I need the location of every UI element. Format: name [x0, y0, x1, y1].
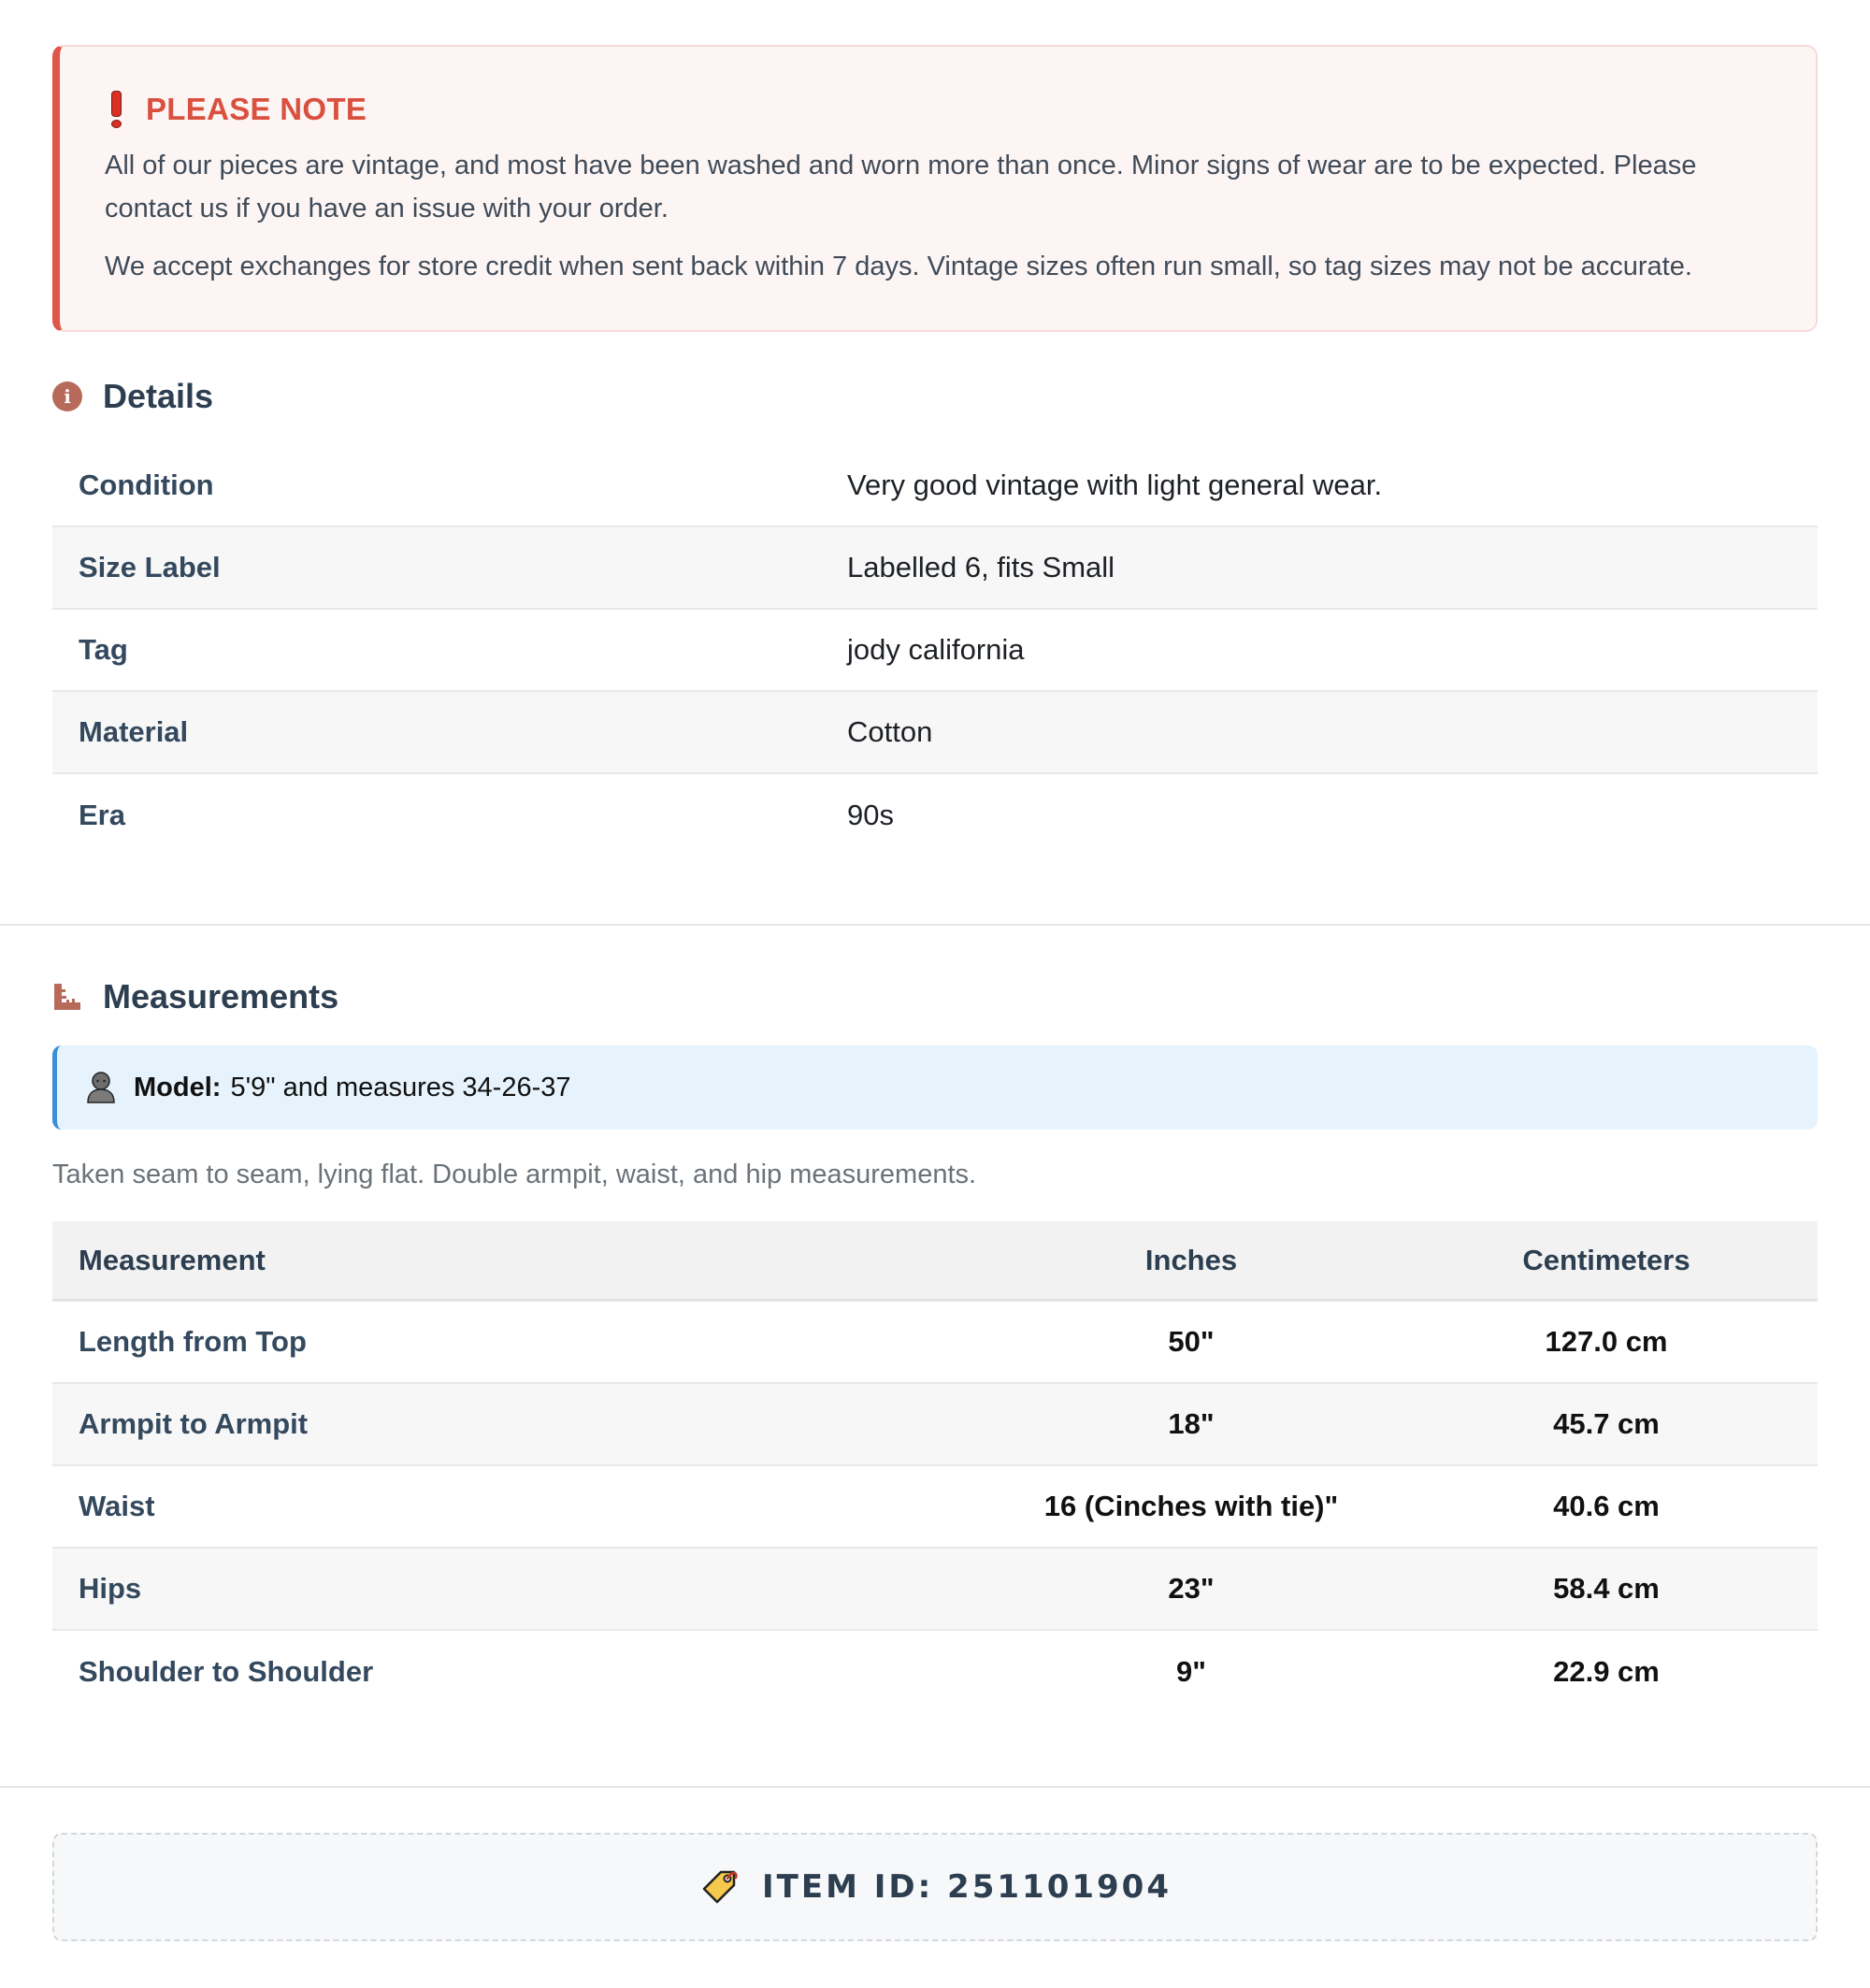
details-heading: [52, 377, 213, 416]
detail-label: Era: [79, 799, 125, 831]
details-row: [52, 610, 1818, 692]
table-row: [52, 1384, 1818, 1466]
measurement-cm: 22.9 cm: [1553, 1655, 1660, 1688]
section-divider: [0, 1786, 1870, 1788]
measurement-name: Waist: [79, 1490, 155, 1522]
detail-label: Tag: [79, 633, 128, 666]
details-table: [52, 445, 1818, 857]
measurement-inches: 16 (Cinches with tie)": [1043, 1490, 1339, 1522]
details-row: [52, 445, 1818, 527]
measurement-inches: 23": [1168, 1572, 1215, 1605]
model-label: Model:: [134, 1072, 222, 1102]
column-header-inches: Inches: [1144, 1243, 1238, 1276]
tag-icon: [698, 1866, 740, 1908]
details-row: [52, 774, 1818, 857]
ruler-icon: [52, 982, 82, 1012]
detail-value: jody california: [847, 633, 1025, 666]
measurement-name: Length from Top: [79, 1325, 307, 1358]
notice-paragraph: All of our pieces are vintage, and most have been washed and worn more than once. Minor signs of wear are to be expected. Please contact us if you have an issue with your order.: [105, 151, 1697, 223]
details-row: [52, 527, 1818, 610]
measurements-heading: [52, 977, 338, 1016]
detail-value: 90s: [847, 799, 894, 831]
info-icon: i: [52, 382, 82, 411]
exclamation-icon: [108, 91, 125, 128]
column-header-centimeters: Centimeters: [1522, 1243, 1690, 1276]
measurement-note: Taken seam to seam, lying flat. Double armpit, waist, and hip measurements.: [52, 1160, 977, 1189]
section-divider: [0, 924, 1870, 926]
section-title: Measurements: [103, 977, 339, 1016]
measurement-cm: 40.6 cm: [1553, 1490, 1660, 1522]
measurement-cm: 127.0 cm: [1545, 1325, 1668, 1358]
notice-header: [105, 88, 1765, 131]
measurement-cm: 45.7 cm: [1553, 1407, 1660, 1440]
table-row: [52, 1302, 1818, 1384]
measurements-table: [52, 1221, 1818, 1713]
notice-title: PLEASE NOTE: [146, 92, 367, 126]
detail-value: Labelled 6, fits Small: [847, 551, 1115, 583]
table-row: [52, 1549, 1818, 1631]
detail-value: Very good vintage with light general wear.: [847, 468, 1383, 501]
detail-label: Condition: [79, 468, 214, 501]
person-icon: [85, 1071, 117, 1104]
item-id: ITEM ID: 251101904: [762, 1868, 1172, 1906]
table-row: [52, 1466, 1818, 1549]
detail-label: Size Label: [79, 551, 221, 583]
table-header: [52, 1221, 1818, 1302]
detail-value: Cotton: [847, 715, 933, 748]
detail-label: Material: [79, 715, 189, 748]
section-title: Details: [103, 377, 214, 415]
measurement-inches: 18": [1168, 1407, 1215, 1440]
measurement-inches: 9": [1176, 1655, 1206, 1688]
measurement-inches: 50": [1168, 1325, 1215, 1358]
notice-paragraph: We accept exchanges for store credit when sent back within 7 days. Vintage sizes often run small, so tag sizes may not be accurate.: [105, 252, 1692, 281]
measurement-name: Hips: [79, 1572, 142, 1605]
model-stats: 5'9" and measures 34-26-37: [230, 1072, 571, 1102]
column-header-measurement: Measurement: [79, 1243, 266, 1276]
measurement-name: Shoulder to Shoulder: [79, 1655, 374, 1688]
measurement-cm: 58.4 cm: [1553, 1572, 1660, 1605]
item-id-box: [52, 1833, 1818, 1941]
model-info-box: [52, 1045, 1818, 1130]
measurement-name: Armpit to Armpit: [79, 1407, 309, 1440]
details-row: [52, 692, 1818, 774]
please-note-box: [52, 45, 1818, 332]
table-row: [52, 1631, 1818, 1713]
